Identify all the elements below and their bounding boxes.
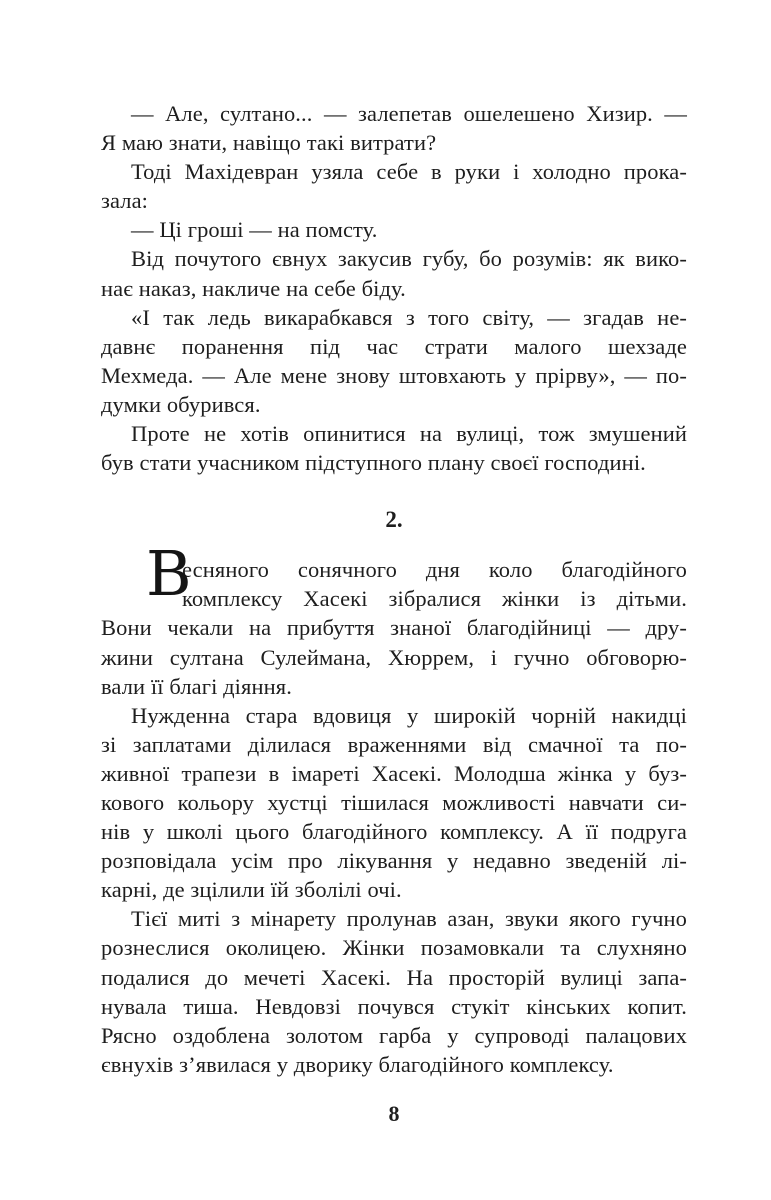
paragraph [101, 215, 687, 244]
text-line: євнухів з’явилася у дворику благодійного комплексу. [101, 1051, 614, 1077]
text-line: живної трапези в імареті Хасекі. Молодша жінка у буз- [101, 760, 687, 786]
paragraph-dropcap [101, 537, 687, 700]
text-line: Я маю знати, навіщо такі витрати? [101, 130, 437, 156]
text-line: подалися до мечеті Хасекі. На просторій вулиці запа- [101, 964, 687, 990]
text-line: Вони чекали на прибуття знаної благодійниці — дру- [101, 615, 687, 641]
paragraph [101, 244, 687, 302]
text-line: Тієї миті з мінарету пролунав азан, звуки якого гучно [131, 906, 687, 932]
text-line: нувала тиша. Невдовзі почувся стукіт кінських копит. [101, 993, 687, 1019]
text-line: Рясно оздоблена золотом гарба у супроводі палацових [101, 1022, 687, 1048]
text-line: Проте не хотів опинитися на вулиці, тож змушений [131, 421, 687, 447]
paragraph [101, 419, 687, 477]
text-line: жини султана Сулеймана, Хюррем, і гучно обговорю- [101, 644, 687, 670]
text-line: — Але, султано... — залепетав ошелешено Хизир. — [131, 101, 687, 126]
text-line: вали її благі діяння. [101, 673, 292, 699]
text-line: комплексу Хасекі зібралися жінки із дітьми. [182, 586, 687, 612]
text-line: давнє поранення під час страти малого шехзаде [101, 333, 687, 359]
page-number: 8 [388, 1101, 400, 1126]
text-line: «І так ледь викарабкався з того світу, — згадав не- [131, 304, 687, 330]
text-line: Тоді Махідевран узяла себе в руки і холодно прока- [131, 159, 687, 185]
text-line: кового кольору хустці тішилася можливості навчати си- [101, 789, 687, 815]
text-line: Мехмеда. — Але мене знову штовхають у прірву», — по- [101, 362, 687, 388]
paragraph [101, 99, 687, 157]
paragraph [101, 303, 687, 419]
text-line: розповідала усім про лікування у недавно зведеній лі- [101, 848, 687, 874]
text-line: карні, де зцілили їй зболілі очі. [101, 877, 402, 903]
text-line: нів у школі цього благодійного комплексу. А її подруга [101, 819, 687, 845]
text-column [101, 99, 687, 1079]
text-line: рознеслися околицею. Жінки позамовкали та слухняно [101, 935, 687, 961]
text-line: зала: [101, 188, 149, 214]
dropcap-letter: В [146, 537, 192, 611]
text-line: був стати учасником підступного плану своєї господині. [101, 450, 646, 476]
text-line: зі заплатами ділилася враженнями від смачної та по- [101, 731, 687, 757]
paragraph [101, 904, 687, 1079]
text-line: нає наказ, накличе на себе біду. [101, 275, 406, 301]
section-heading: 2. [385, 507, 403, 533]
text-line: Нужденна стара вдовиця у широкій чорній накидці [131, 702, 687, 728]
text-line: — Ці гроші — на помсту. [131, 217, 378, 243]
paragraph [101, 157, 687, 215]
text-line: Від почутого євнух закусив губу, бо розумів: як вико- [131, 246, 687, 272]
paragraph [101, 701, 687, 905]
text-line: думки обурився. [101, 391, 261, 417]
text-line: есняного сонячного дня коло благодійного [182, 557, 687, 583]
